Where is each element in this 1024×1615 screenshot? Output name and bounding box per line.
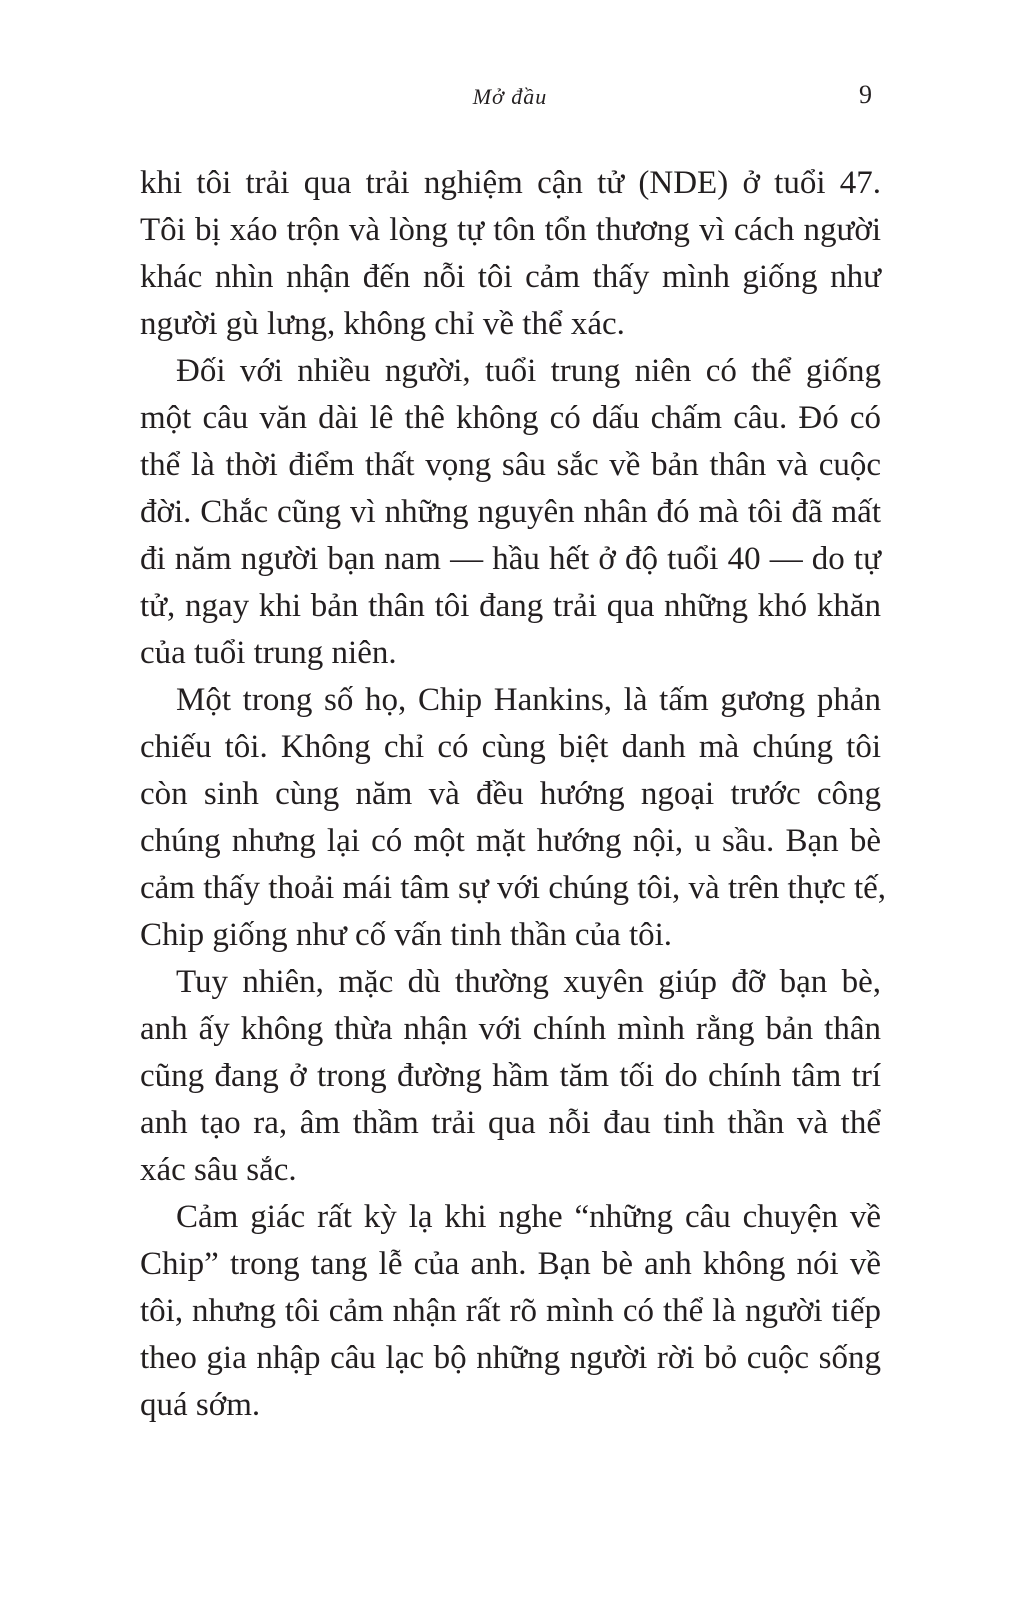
text-line: đi năm người bạn nam — hầu hết ở độ tuổi 40 — do tự — [140, 541, 881, 577]
text-line: chúng nhưng lại có một mặt hướng nội, u sầu. Bạn bè — [140, 823, 881, 859]
text-line: cảm thấy thoải mái tâm sự với chúng tôi, và trên thực tế, — [140, 870, 887, 906]
text-line: tôi, nhưng tôi cảm nhận rất rõ mình có thể là người tiếp — [140, 1293, 881, 1329]
text-line: Đối với nhiều người, tuổi trung niên có thể giống — [176, 353, 881, 389]
page-number: 9 — [859, 80, 872, 109]
paragraph — [140, 160, 881, 348]
paragraph — [140, 959, 881, 1194]
text-line: anh ấy không thừa nhận với chính mình rằng bản thân — [140, 1011, 881, 1047]
text-line: Tuy nhiên, mặc dù thường xuyên giúp đỡ bạn bè, — [176, 964, 881, 1000]
running-head — [140, 80, 880, 124]
text-line: Tôi bị xáo trộn và lòng tự tôn tổn thương vì cách người — [140, 212, 881, 248]
text-line: Một trong số họ, Chip Hankins, là tấm gương phản — [176, 682, 881, 718]
text-line: người gù lưng, không chỉ về thể xác. — [140, 306, 625, 342]
text-line: còn sinh cùng năm và đều hướng ngoại trước công — [140, 776, 881, 812]
text-line: xác sâu sắc. — [140, 1152, 297, 1188]
body-text — [140, 160, 887, 1429]
text-line: tử, ngay khi bản thân tôi đang trải qua những khó khăn — [140, 588, 881, 624]
text-line: thể là thời điểm thất vọng sâu sắc về bản thân và cuộc — [140, 447, 881, 483]
paragraph — [140, 1194, 881, 1429]
text-line: đời. Chắc cũng vì những nguyên nhân đó mà tôi đã mất — [140, 494, 881, 530]
text-line: một câu văn dài lê thê không có dấu chấm câu. Đó có — [140, 400, 881, 436]
text-line: của tuổi trung niên. — [140, 635, 397, 671]
text-line: khác nhìn nhận đến nỗi tôi cảm thấy mình giống như — [140, 259, 881, 295]
paragraph — [140, 348, 881, 677]
running-title: Mở đầu — [472, 84, 548, 109]
text-line: khi tôi trải qua trải nghiệm cận tử (NDE) ở tuổi 47. — [140, 165, 881, 201]
text-line: Cảm giác rất kỳ lạ khi nghe “những câu chuyện về — [176, 1199, 881, 1235]
paragraph — [140, 677, 887, 959]
text-line: theo gia nhập câu lạc bộ những người rời bỏ cuộc sống — [140, 1340, 881, 1376]
text-line: cũng đang ở trong đường hầm tăm tối do chính tâm trí — [140, 1058, 881, 1094]
text-line: Chip” trong tang lễ của anh. Bạn bè anh không nói về — [140, 1246, 881, 1282]
text-line: Chip giống như cố vấn tinh thần của tôi. — [140, 917, 673, 953]
text-line: quá sớm. — [140, 1387, 261, 1423]
text-line: chiếu tôi. Không chỉ có cùng biệt danh mà chúng tôi — [140, 729, 881, 765]
text-line: anh tạo ra, âm thầm trải qua nỗi đau tinh thần và thể — [140, 1105, 881, 1141]
